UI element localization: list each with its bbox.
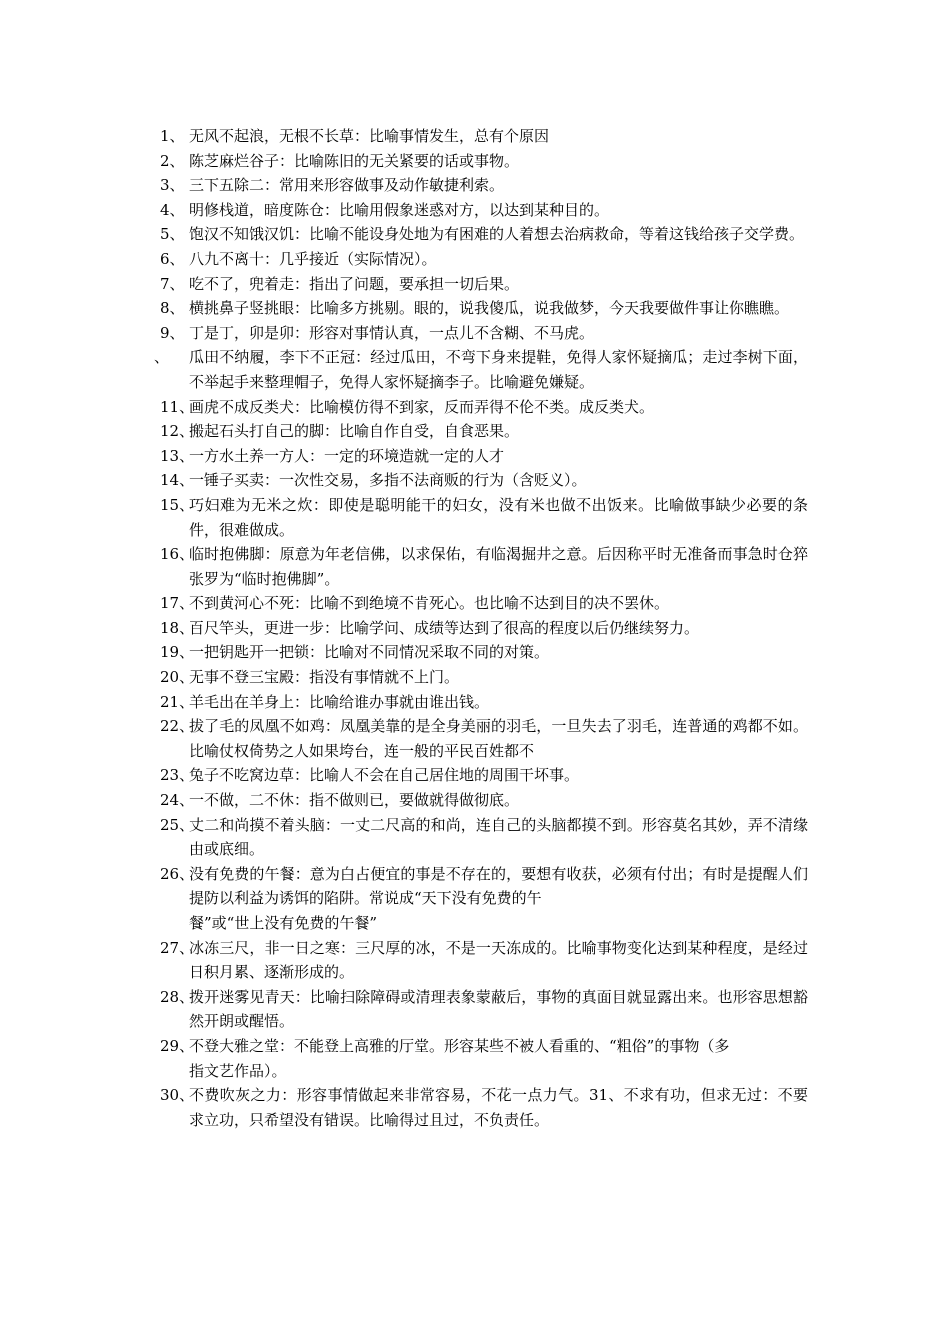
item-text: 冰冻三尺，非一日之寒：三尺厚的冰，不是一天冻成的。比喻事物变化达到某种程度，是经过日积月累、逐渐形成的。 [189, 938, 808, 982]
item-text: 瓜田不纳履，李下不正冠：经过瓜田，不弯下身来提鞋，免得人家怀疑摘瓜；走过李树下面，不举起手来整理帽子，免得人家怀疑摘李子。比喻避免嫌疑。 [189, 348, 808, 391]
item-number: 30、 [160, 1086, 195, 1105]
item-number: 4、 [160, 200, 185, 219]
item-text: 丁是丁，卯是卯：形容对事情认真，一点儿不含糊、不马虎。 [189, 323, 595, 342]
item-number: 17、 [160, 594, 195, 613]
item-number: 27、 [160, 938, 195, 957]
list-item [160, 444, 808, 469]
item-text: 丈二和尚摸不着头脑：一丈二尺高的和尚，连自己的头脑都摸不到。形容莫名其妙，弄不清缘由或底细。 [189, 815, 808, 859]
list-item [160, 296, 808, 321]
item-number: 29、 [160, 1036, 195, 1055]
list-item [160, 788, 808, 813]
item-text-continuation: 指文艺作品）。 [189, 1061, 287, 1080]
list-item [160, 222, 808, 247]
item-number: 16、 [160, 545, 195, 564]
item-number: 6、 [160, 249, 185, 268]
item-number: 3、 [160, 176, 185, 195]
item-number: 23、 [160, 766, 195, 785]
list-item [160, 321, 808, 346]
list-item [160, 936, 808, 985]
item-number: 11、 [160, 397, 195, 416]
item-number: 14、 [160, 471, 195, 490]
list-item [160, 1034, 808, 1083]
item-text: 兔子不吃窝边草：比喻人不会在自己居住地的周围干坏事。 [189, 766, 580, 785]
item-number: 25、 [160, 815, 195, 834]
list-item [160, 690, 808, 715]
item-number: 19、 [160, 643, 195, 662]
item-text: 无事不登三宝殿：指没有事情就不上门。 [189, 668, 460, 687]
list-item [160, 198, 808, 223]
list-item [160, 640, 808, 665]
item-text: 拨开迷雾见青天：比喻扫除障碍或清理表象蒙蔽后，事物的真面目就显露出来。也形容思想豁然开朗或醒悟。 [189, 987, 808, 1031]
item-number: 15、 [160, 495, 195, 514]
idiom-list [154, 124, 808, 1132]
list-item [160, 468, 808, 493]
item-number: 26、 [160, 864, 195, 883]
item-text: 拔了毛的凤凰不如鸡：凤凰美靠的是全身美丽的羽毛，一旦失去了羽毛，连普通的鸡都不如。比喻仗权倚势之人如果垮台，连一般的平民百姓都不 [189, 717, 808, 760]
item-text: 八九不离十：几乎接近（实际情况）。 [189, 249, 437, 268]
item-text: 一不做，二不休：指不做则已，要做就得做彻底。 [189, 791, 520, 810]
item-number: 18、 [160, 618, 195, 637]
item-text: 无风不起浪，无根不长草：比喻事情发生，总有个原因 [189, 127, 550, 145]
item-number: 1、 [160, 127, 185, 145]
item-text: 临时抱佛脚：原意为年老信佛，以求保佑，有临渴掘井之意。后因称平时无准备而事急时仓猝张罗为“临时抱佛脚”。 [189, 545, 808, 588]
item-number: 8、 [160, 299, 185, 318]
item-number: 12、 [160, 422, 195, 441]
item-number: 2、 [160, 151, 185, 170]
list-item [160, 173, 808, 198]
list-item [160, 665, 808, 690]
list-item [160, 247, 808, 272]
list-item [160, 1083, 808, 1132]
list-item [160, 862, 808, 936]
list-item [160, 124, 808, 149]
item-text: 明修栈道，暗度陈仓：比喻用假象迷惑对方，以达到某种目的。 [189, 200, 610, 219]
item-number: 13、 [160, 446, 195, 465]
item-number: 24、 [160, 791, 195, 810]
item-number: 21、 [160, 692, 195, 711]
item-text: 吃不了，兜着走：指出了问题，要承担一切后果。 [189, 274, 520, 293]
list-item [160, 395, 808, 420]
item-text: 陈芝麻烂谷子：比喻陈旧的无关紧要的话或事物。 [189, 151, 520, 170]
item-text: 一方水土养一方人：一定的环境造就一定的人才 [189, 446, 505, 465]
item-text: 饱汉不知饿汉饥：比喻不能设身处地为有困难的人着想去治病救命，等着这钱给孩子交学费。 [189, 225, 805, 244]
list-item [160, 542, 808, 591]
item-text: 没有免费的午餐：意为白占便宜的事是不存在的，要想有收获，必须有付出；有时是提醒人们提防以利益为诱饵的陷阱。常说成“天下没有免费的午 [189, 864, 808, 908]
item-text: 一把钥匙开一把锁：比喻对不同情况采取不同的对策。 [189, 643, 550, 662]
item-text: 一锤子买卖：一次性交易，多指不法商贩的行为（含贬义）。 [189, 471, 587, 490]
item-number: 20、 [160, 668, 195, 687]
list-item [160, 149, 808, 174]
item-number: 、 [154, 348, 170, 367]
item-number: 9、 [160, 323, 185, 342]
item-text: 搬起石头打自己的脚：比喻自作自受，自食恶果。 [189, 422, 520, 441]
list-item [160, 493, 808, 542]
item-text: 三下五除二：常用来形容做事及动作敏捷利索。 [189, 176, 505, 195]
item-number: 7、 [160, 274, 185, 293]
item-text: 百尺竿头，更进一步：比喻学问、成绩等达到了很高的程度以后仍继续努力。 [189, 618, 700, 637]
list-item [160, 763, 808, 788]
list-item [160, 272, 808, 297]
list-item [154, 345, 808, 394]
item-number: 5、 [160, 225, 185, 244]
item-text: 不到黄河心不死：比喻不到绝境不肯死心。也比喻不达到目的决不罢休。 [189, 594, 670, 613]
list-item [160, 813, 808, 862]
list-item [160, 419, 808, 444]
item-text: 画虎不成反类犬：比喻模仿得不到家，反而弄得不伦不类。成反类犬。 [189, 397, 655, 416]
list-item [160, 714, 808, 763]
item-text: 巧妇难为无米之炊：即使是聪明能干的妇女，没有米也做不出饭来。比喻做事缺少必要的条件，很难做成。 [189, 495, 808, 539]
item-text: 不费吹灰之力：形容事情做起来非常容易，不花一点力气。31、不求有功，但求无过：不要求立功，只希望没有错误。比喻得过且过，不负责任。 [189, 1086, 808, 1129]
item-text: 羊毛出在羊身上：比喻给谁办事就由谁出钱。 [189, 692, 490, 711]
item-text: 不登大雅之堂：不能登上高雅的厅堂。形容某些不被人看重的、“粗俗”的事物（多 [189, 1036, 730, 1055]
list-item [160, 591, 808, 616]
item-text: 横挑鼻子竖挑眼：比喻多方挑剔。眼的，说我傻瓜，说我做梦，今天我要做件事让你瞧瞧。 [189, 299, 790, 318]
list-item [160, 985, 808, 1034]
item-number: 22、 [160, 717, 195, 736]
list-item [160, 616, 808, 641]
item-text-continuation: 餐”或“世上没有免费的午餐” [189, 914, 378, 932]
item-number: 28、 [160, 987, 195, 1006]
